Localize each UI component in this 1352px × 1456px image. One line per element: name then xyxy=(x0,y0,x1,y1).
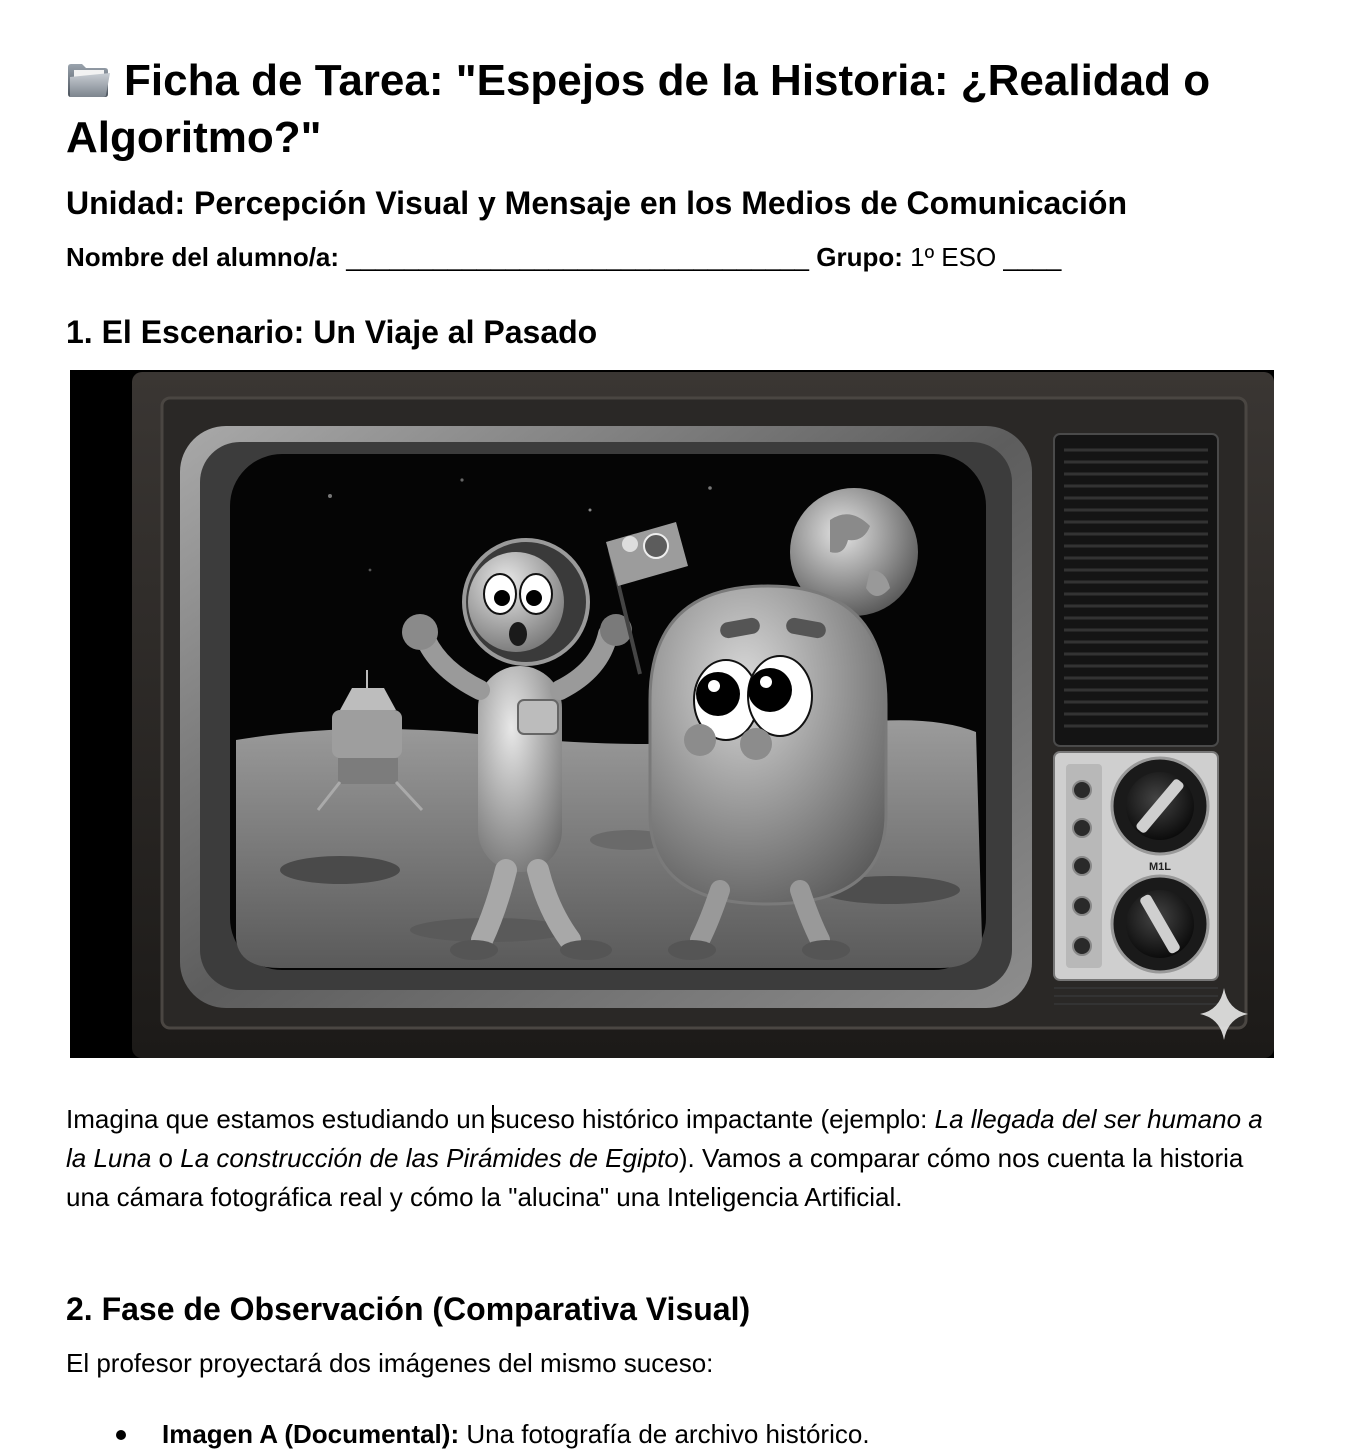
student-name-blank[interactable]: ________________________________ xyxy=(346,242,809,272)
retro-tv-moon-illustration xyxy=(70,370,1274,1058)
section-2-intro: El profesor proyectará dos imágenes del mismo suceso: xyxy=(66,1348,714,1378)
group-label: Grupo: xyxy=(816,242,903,272)
student-info-line xyxy=(66,240,1061,274)
image-list xyxy=(66,1414,870,1454)
paragraph-text-3: o xyxy=(151,1143,181,1173)
list-item xyxy=(66,1414,870,1454)
student-name-label: Nombre del alumno/a: xyxy=(66,242,340,272)
folder-icon xyxy=(66,59,110,99)
tv-panel-label: M1L xyxy=(1149,861,1171,873)
section-1-heading: 1. El Escenario: Un Viaje al Pasado xyxy=(66,314,598,350)
list-item-label: Imagen A (Documental): xyxy=(162,1419,460,1449)
group-value[interactable]: 1º ESO ____ xyxy=(910,242,1062,272)
bullet-icon xyxy=(116,1430,126,1440)
list-item-text: Una fotografía de archivo histórico. xyxy=(459,1419,870,1449)
paragraph-text-4: ). Vamos a comparar cómo nos cuenta la historia una cámara fotográfica real y cómo la "alucina" una Inteligencia Artificial. xyxy=(66,1143,1244,1212)
example-moon-landing: La llegada del ser humano a la Luna xyxy=(66,1104,1263,1173)
example-pyramids: La construcción de las Pirámides de Egipto xyxy=(180,1143,679,1173)
section-2-heading: 2. Fase de Observación (Comparativa Visual) xyxy=(66,1291,751,1327)
scenario-paragraph xyxy=(66,1100,1276,1217)
title-text: Ficha de Tarea: "Espejos de la Historia: ¿Realidad o Algoritmo?" xyxy=(66,56,1211,162)
unit-heading: Unidad: Percepción Visual y Mensaje en los Medios de Comunicación xyxy=(66,185,1128,221)
paragraph-text-1: Imagina que estamos estudiando un xyxy=(66,1104,493,1134)
document-title xyxy=(66,52,1276,166)
paragraph-text-2: suceso histórico impactante (ejemplo: xyxy=(492,1104,935,1134)
